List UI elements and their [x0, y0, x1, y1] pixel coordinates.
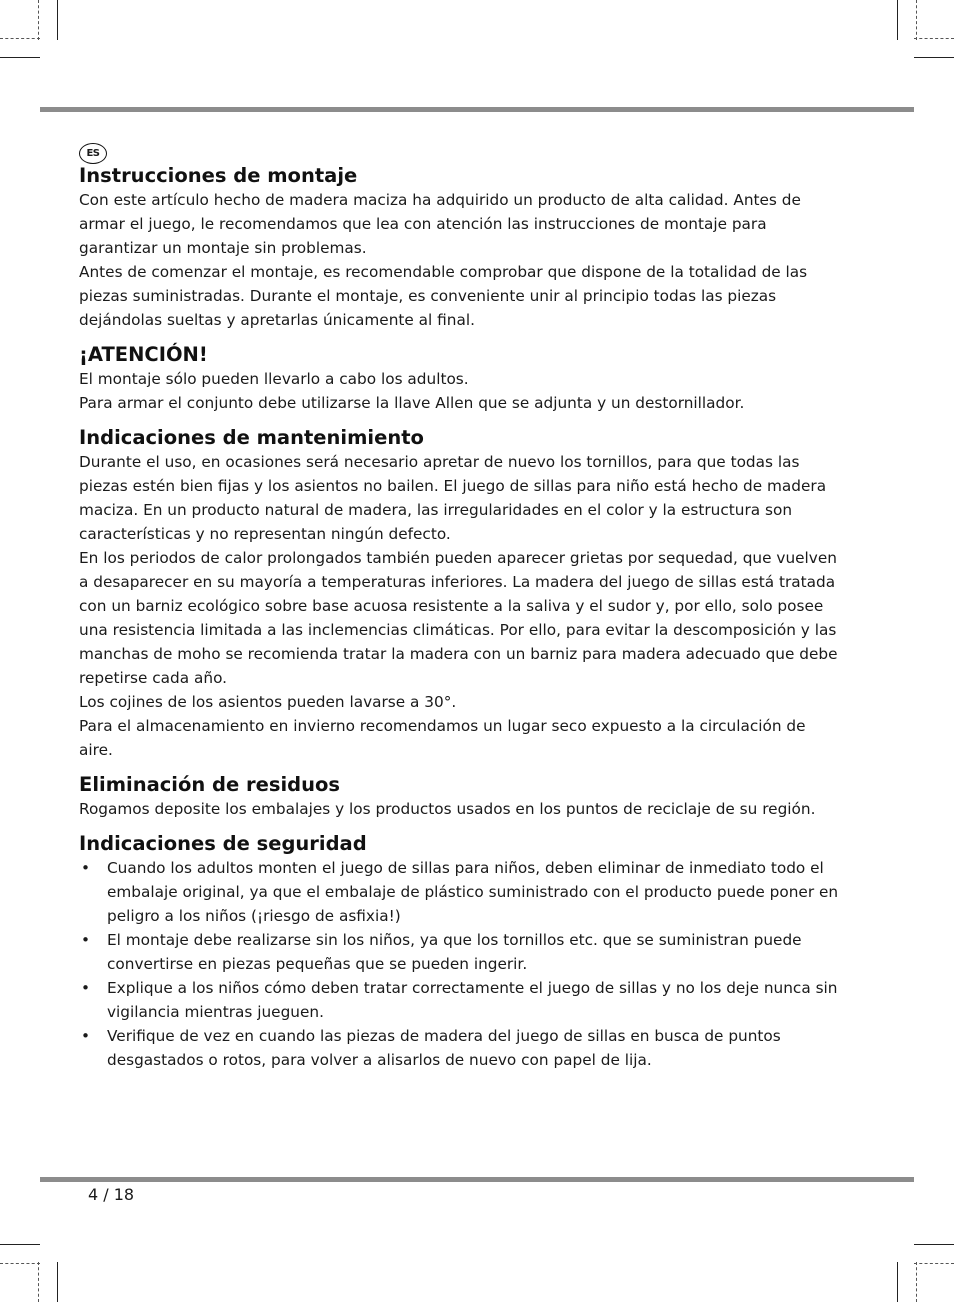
- crop-mark: [0, 38, 40, 39]
- section-assembly: [79, 164, 839, 332]
- paragraph: Para el almacenamiento en invierno recomendamos un lugar seco expuesto a la circulación de aire.: [79, 717, 806, 759]
- section-title: ¡ATENCIÓN!: [79, 343, 208, 366]
- paragraph: Los cojines de los asientos pueden lavarse a 30°.: [79, 693, 457, 711]
- section-disposal: [79, 773, 839, 821]
- paragraph: Durante el uso, en ocasiones será necesario apretar de nuevo los tornillos, para que todas las piezas estén bien fijas y los asientos no bailen. El juego de sillas para niño está hecho de madera maciza. En un producto natural de madera, las irregularidades en el color y la estructura son características y no representan ningún defecto.: [79, 453, 827, 543]
- crop-mark: [916, 1262, 917, 1302]
- section-title: Instrucciones de montaje: [79, 164, 358, 187]
- header-rule: [40, 107, 914, 112]
- page-content: [79, 141, 839, 1072]
- paragraph: En los periodos de calor prolongados también pueden aparecer grietas por sequedad, que vuelven a desaparecer en su mayoría a temperaturas inferiores. La madera del juego de sillas está tratada con un barniz ecológico sobre base acuosa resistente a la saliva y el sudor y, por ello, solo posee una resistencia limitada a las inclemencias climáticas. Por ello, para evitar la descomposición y las manchas de moho se recomienda tratar la madera con un barniz para madera adecuado que debe repetirse cada año.: [79, 549, 838, 687]
- crop-mark: [916, 0, 917, 40]
- section-attention: [79, 343, 839, 415]
- paragraph: El montaje sólo pueden llevarlo a cabo los adultos.: [79, 370, 469, 388]
- crop-mark: [914, 1244, 954, 1245]
- paragraph: Con este artículo hecho de madera maciza ha adquirido un producto de alta calidad. Antes de armar el juego, le recomendamos que lea con atención las instrucciones de montaje para garantizar un montaje sin problemas.: [79, 191, 801, 257]
- crop-mark: [57, 1262, 58, 1302]
- crop-mark: [914, 57, 954, 58]
- section-title: Indicaciones de seguridad: [79, 832, 367, 855]
- footer-rule: [40, 1177, 914, 1182]
- safety-list: [79, 856, 839, 1072]
- crop-mark: [914, 38, 954, 39]
- page-number: 4 / 18: [88, 1185, 135, 1204]
- list-item: • Verifique de vez en cuando las piezas de madera del juego de sillas en busca de puntos desgastados o rotos, para volver a alisarlos de nuevo con papel de lija.: [79, 1024, 839, 1072]
- list-item: • Cuando los adultos monten el juego de sillas para niños, deben eliminar de inmediato todo el embalaje original, ya que el embalaje de plástico suministrado con el producto puede poner en peligro a los niños (¡riesgo de asfixia!): [79, 856, 839, 928]
- crop-mark: [897, 0, 898, 40]
- crop-mark: [914, 1263, 954, 1264]
- crop-mark: [0, 1263, 40, 1264]
- crop-mark: [897, 1262, 898, 1302]
- paragraph: Rogamos deposite los embalajes y los productos usados en los puntos de reciclaje de su región.: [79, 800, 816, 818]
- language-badge: ES: [79, 143, 107, 164]
- paragraph: Para armar el conjunto debe utilizarse la llave Allen que se adjunta y un destornillador.: [79, 394, 745, 412]
- section-maintenance: [79, 426, 839, 762]
- crop-mark: [38, 1262, 39, 1302]
- crop-mark: [38, 0, 39, 40]
- section-title: Indicaciones de mantenimiento: [79, 426, 424, 449]
- list-item: • El montaje debe realizarse sin los niños, ya que los tornillos etc. que se suministran puede convertirse en piezas pequeñas que se pueden ingerir.: [79, 928, 839, 976]
- crop-mark: [0, 1244, 40, 1245]
- crop-mark: [0, 57, 40, 58]
- section-safety: [79, 832, 839, 1072]
- paragraph: Antes de comenzar el montaje, es recomendable comprobar que dispone de la totalidad de las piezas suministradas. Durante el montaje, es conveniente unir al principio todas las piezas dejándolas sueltas y apretarlas únicamente al final.: [79, 263, 808, 329]
- section-title: Eliminación de residuos: [79, 773, 340, 796]
- list-item: • Explique a los niños cómo deben tratar correctamente el juego de sillas y no los deje nunca sin vigilancia mientras jueguen.: [79, 976, 839, 1024]
- crop-mark: [57, 0, 58, 40]
